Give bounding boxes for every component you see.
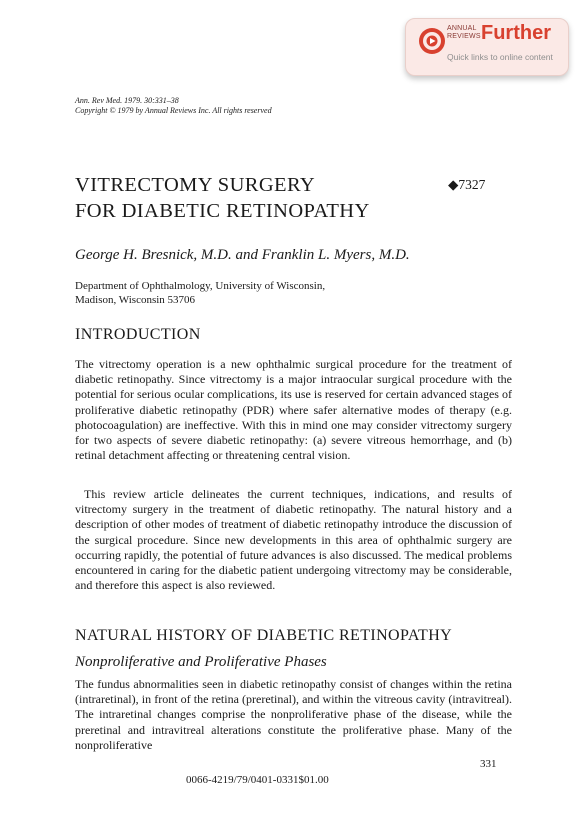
citation [75, 96, 272, 116]
natural-history-paragraph-1: The fundus abnormalities seen in diabetic retinopathy consist of changes within the retina (intraretinal), in front of the retina (preretinal), and within the vitreous cavity (intravitreal). The intraretinal changes comprise the nonproliferative phase of the disease, while the preretinal and intravitreal alterations constitute the proliferative phase. Many of the nonproliferative [75, 677, 512, 752]
affiliation-line-2: Madison, Wisconsin 53706 [75, 294, 196, 306]
citation-copyright: Copyright © 1979 by Annual Reviews Inc. All rights reserved [75, 106, 272, 115]
brand-small-text: ANNUAL REVIEWS [447, 25, 481, 40]
intro-paragraph-1: The vitrectomy operation is a new ophthalmic surgical procedure for the treatment of diabetic retinopathy. Since vitrectomy is a major intraocular surgical procedure with the potential for serious ocular complications, its use is reserved for certain advanced stages of proliferative diabetic retinopathy (PDR) where safer alternative modes of therapy (e.g. photocoagulation) are ineffective. With this in mind one may consider vitrectomy surgery for two aspects of severe diabetic retinopathy: (a) severe vitreous hemorrhage, and (b) retinal detachment affecting or threatening central vision. [75, 357, 512, 463]
introduction-heading: INTRODUCTION [75, 326, 201, 343]
citation-journal: Ann. Rev Med. 1979. 30:331–38 [75, 96, 179, 105]
phases-subheading: Nonproliferative and Proliferative Phases [75, 654, 327, 670]
title-line-2: FOR DIABETIC RETINOPATHY [75, 200, 370, 222]
intro-paragraph-2: This review article delineates the current techniques, indications, and results of vitrectomy surgery in the treatment of diabetic retinopathy. The natural history and a description of other modes of treatment of diabetic retinopathy introduce the discussion of the surgical procedure. Since new developments in this area of ophthalmic surgery are occurring rapidly, the potential of future advances is also discussed. The medical problems encountered in caring for the diabetic patient undergoing vitrectomy may be considerable, and therefore this aspect is also reviewed. [75, 487, 512, 593]
annual-reviews-logo-icon [418, 27, 446, 55]
article-code: ◆7327 [448, 177, 486, 192]
authors: George H. Bresnick, M.D. and Franklin L. Myers, M.D. [75, 247, 410, 263]
title-line-1: VITRECTOMY SURGERY [75, 174, 316, 196]
affiliation [75, 279, 435, 307]
footer-code: 0066-4219/79/0401-0331$01.00 [186, 774, 329, 786]
brand-further-word[interactable]: Further [481, 22, 551, 44]
page-number: 331 [480, 758, 497, 770]
article-title [75, 172, 475, 224]
natural-history-heading: NATURAL HISTORY OF DIABETIC RETINOPATHY [75, 627, 453, 644]
affiliation-line-1: Department of Ophthalmology, University of Wisconsin, [75, 280, 326, 292]
brand-tagline[interactable]: Quick links to online content [447, 52, 553, 62]
